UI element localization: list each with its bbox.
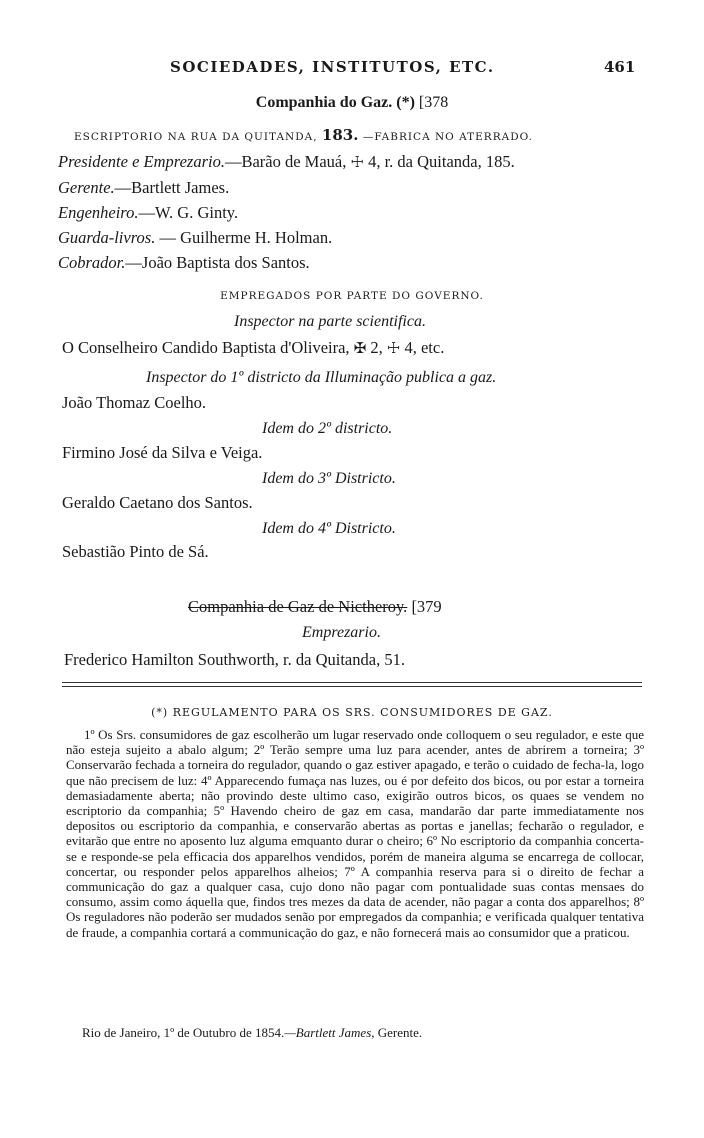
inspector-line: [62, 338, 444, 358]
district-title: Idem do 3º Districto.: [262, 470, 396, 487]
office-prefix: ESCRIPTORIO NA RUA DA QUITANDA,: [74, 131, 318, 143]
company2-name-line: Frederico Hamilton Southworth, r. da Quitanda, 51.: [64, 650, 405, 669]
staff-role: Gerente.: [58, 178, 115, 197]
order-cross-icon: ☩: [350, 155, 364, 171]
staff-line: [58, 253, 310, 273]
signature-role: Gerente.: [374, 1025, 423, 1040]
staff-name: —Barão de Mauá,: [224, 152, 351, 171]
district-title: Idem do 2º districto.: [262, 420, 393, 437]
inspector-name: O Conselheiro Candido Baptista d'Oliveira,: [62, 338, 354, 357]
staff-line: [58, 178, 229, 198]
staff-name: —João Baptista dos Santos.: [125, 253, 310, 272]
staff-name: — Guilherme H. Holman.: [155, 228, 333, 247]
company-name: Companhia do Gaz. (*): [255, 94, 415, 111]
regulation-text: 1º Os Srs. consumidores de gaz escolherão um lugar reservado onde colloquem o seu regulador, e este que não esteja sujeito a abalo algum; 2º Terão sempre uma luz para acender, antes de abrirem a torneira; 3º Conservarão fechada a torneira do regulador, quando o gaz estiver apagado, e terão o cuidado de fecha-la, logo que não precisem de luz: 4º Apparecendo fumaça nas luzes, ou é por defeito dos bicos, ou por estar a torneira demasiadamente aberta; não provindo deste ultimo caso, exigirão outros bicos, os quaes se vendem no escriptorio da companhia; 5º Havendo cheiro de gaz em casa, mandarão dar parte immediatamente nos depositos ou escriptorio da companhia, e conservarão abertas as portas e janellas; fecharão o regulador, e evitarão que entre no aposento luz alguma emquanto durar o cheiro; 6º No escriptorio da companhia concerta-se e responde-se pela efficacia dos apparelhos vendidos, porém de maneira alguma se encarrega de collocar, concertar, ou responder pelos apparelhos alheios; 7º A companhia reserva para si o direito de fechar a communicação do gaz a qualquer casa, cujo dono não pagar com pontualidade suas contas mensaes do consumo, assim como áquella que, findos tres mezes da data de acender, não pagar a conta dos apparelhos; 8º Os reguladores não poderão ser mudados senão por empregados da companhia; e verificada qualquer tentativa de fraude, a companhia cortará a communicação do gaz, e não fornecerá mais ao consumidor que a praticou.: [66, 727, 644, 940]
order-cross-icon: ✠: [353, 341, 367, 357]
company2-role: Emprezario.: [302, 624, 381, 641]
district-name: João Thomaz Coelho.: [62, 393, 207, 412]
staff-role: Engenheiro.: [58, 203, 139, 222]
section-ref: [378: [418, 94, 449, 111]
staff-name: —W. G. Ginty.: [138, 203, 239, 222]
company-title: [0, 94, 704, 112]
staff-role: Guarda-livros.: [58, 228, 156, 247]
company2-name: Companhia de Gaz de Nictheroy.: [188, 597, 408, 616]
inspector-decoration: 2,: [366, 338, 387, 357]
order-rose-icon: ☩: [386, 341, 401, 357]
regulation-heading: (*) REGULAMENTO PARA OS SRS. CONSUMIDORES DE GAZ.: [151, 706, 553, 719]
page-number: 461: [604, 58, 636, 76]
government-heading: EMPREGADOS POR PARTE DO GOVERNO.: [220, 290, 484, 302]
signature-place: Rio de Janeiro, 1º de Outubro de 1854.: [82, 1025, 285, 1040]
staff-role: Cobrador.: [58, 253, 126, 272]
staff-line: [58, 203, 238, 223]
district-name: Sebastião Pinto de Sá.: [62, 542, 209, 561]
district-name: Firmino José da Silva e Veiga.: [62, 443, 263, 462]
inspector-title: Inspector na parte scientifica.: [234, 313, 426, 330]
staff-name: —Bartlett James.: [114, 178, 230, 197]
office-line: [74, 126, 533, 144]
inspector-end: 4, etc.: [400, 338, 445, 357]
office-number: 183.: [321, 126, 359, 144]
district-title: Inspector do 1º districto da Illuminação publica a gaz.: [146, 369, 497, 386]
company2-title: [188, 597, 442, 617]
regulation-signature: [82, 1025, 422, 1041]
staff-line: [58, 228, 332, 248]
staff-role: Presidente e Emprezario.: [58, 152, 225, 171]
company2-ref: [379: [411, 597, 442, 616]
office-suffix: —FABRICA NO ATERRADO.: [362, 131, 533, 143]
staff-line: [58, 152, 515, 172]
signature-name: —Bartlett James,: [284, 1025, 375, 1040]
divider-rule: [62, 686, 642, 687]
running-title: SOCIEDADES, INSTITUTOS, ETC.: [170, 58, 495, 76]
divider-rule: [62, 682, 642, 683]
district-title: Idem do 4º Districto.: [262, 520, 396, 537]
staff-address: 4, r. da Quitanda, 185.: [363, 152, 515, 171]
district-name: Geraldo Caetano dos Santos.: [62, 493, 253, 512]
